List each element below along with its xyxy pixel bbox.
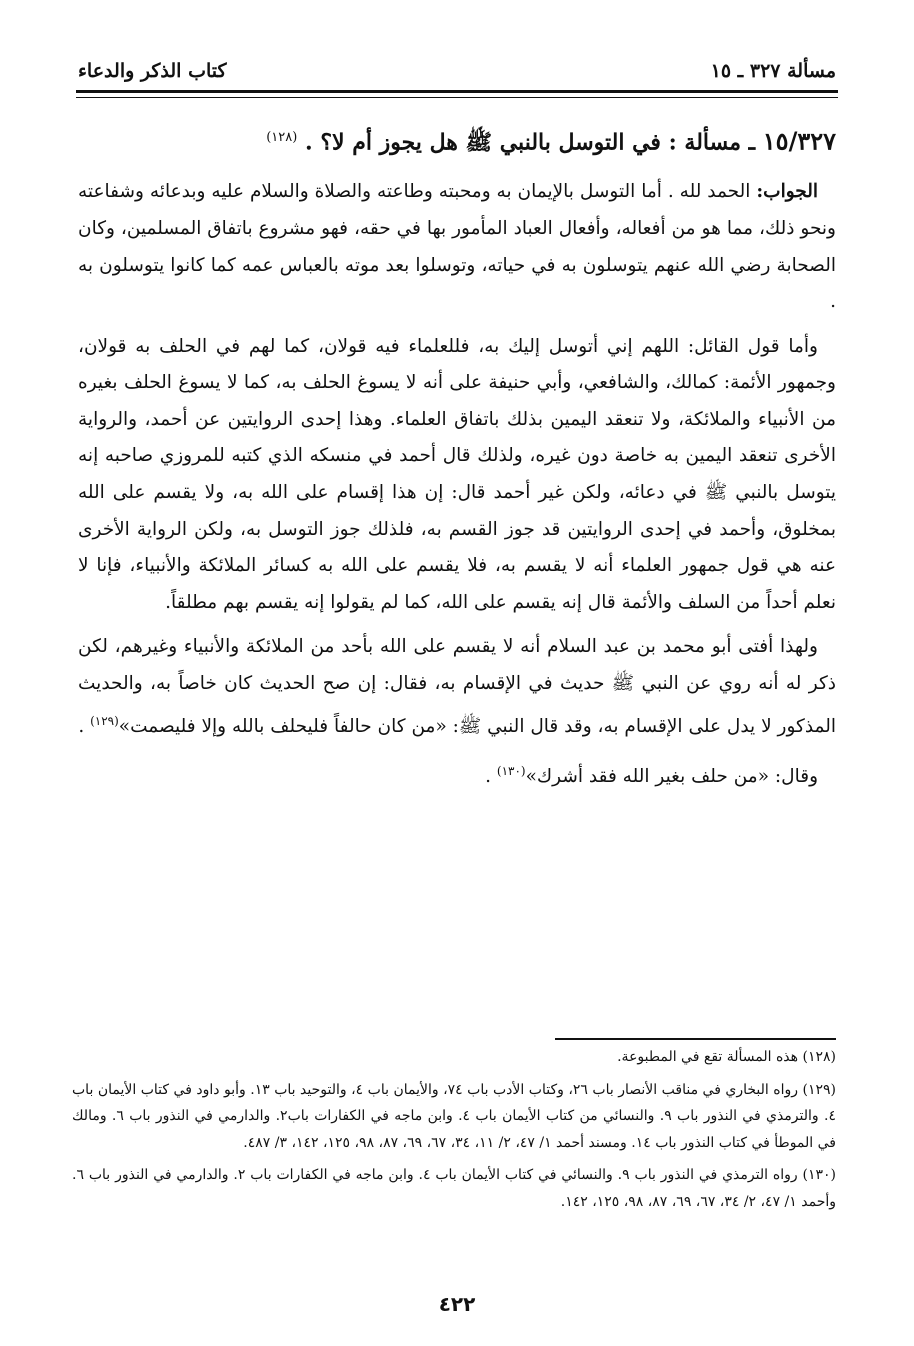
paragraph-text: ولهذا أفتى أبو محمد بن عبد السلام أنه لا يقسم على الله بأحد من الملائكة والأنبياء وغيرهم، لكن ذكر له أنه روي عن النبي ﷺ حديث في الإقسام به، فقال: إن صح الحديث كان خاصاً به، والحديث المذكور لا يدل على الإقسام به، وقد قال النبي ﷺ: «من كان حالفاً فليحلف بالله وإلا فليصمت» (78, 636, 836, 737)
footnote: (١٣٠) رواه الترمذي في النذور باب ٩. والنسائي في كتاب الأيمان باب ٤. وابن ماجه في الكفارات باب ٢. والدارمي في النذور باب ٦. وأحمد ١/ ٤٧، ٢/ ٣٤، ٦٧، ٦٩، ٨٧، ٩٨، ١٢٥، ١٤٢. (72, 1167, 836, 1210)
header-issue-number: مسألة ٣٢٧ ـ ١٥ (710, 60, 836, 82)
paragraph (78, 629, 836, 745)
footnote-ref: (١٢٩) (90, 713, 119, 728)
footnote: (١٢٨) هذه المسألة تقع في المطبوعة. (617, 1049, 836, 1065)
paragraph-answer (78, 174, 836, 320)
footnotes (72, 1044, 836, 1221)
paragraph-text: الحمد لله . أما التوسل بالإيمان به ومحبته وطاعته والصلاة والسلام عليه وبدعائه وشفاعته ونحو ذلك، مما هو من أفعاله، وأفعال العباد المأمور بها في حقه، فهو مشروع باتفاق المسلمين، وكان الصحابة رضي الله عنهم يتوسلون به في حياته، وتوسلوا بعد موته بالعباس عمه كما كانوا يتوسلون به . (78, 181, 836, 313)
paragraph-tail: . (78, 715, 91, 737)
main-text (78, 120, 836, 804)
paragraph-text: وقال: «من حلف بغير الله فقد أشرك» (525, 766, 818, 788)
footnote-ref: (١٢٨) (266, 130, 298, 145)
header-rule-thin (76, 97, 838, 98)
answer-lead: الجواب: (756, 181, 818, 203)
header-rule-thick (76, 90, 838, 93)
paragraph-tail: . (485, 766, 497, 788)
page-number: ٤٢٢ (438, 1292, 476, 1316)
header-book-title: كتاب الذكر والدعاء (78, 60, 227, 82)
issue-number: ١٥/٣٢٧ (762, 126, 836, 156)
paragraph-text: وأما قول القائل: اللهم إني أتوسل إليك به، فللعلماء فيه قولان، كما لهم في الحلف به قولان، وجمهور الأئمة: كمالك، والشافعي، وأبي حنيفة على أنه لا يسوغ الحلف به، كما لا يسوغ الحلف بغيره من الأنبياء والملائكة، ولا تنعقد اليمين بذلك باتفاق العلماء. وهذا إحدى الروايتين عن أحمد، والرواية الأخرى تنعقد اليمين به خاصة دون غيره، ولذلك قال أحمد في منسكه الذي كتبه للمروزي صاحبه إنه يتوسل بالنبي ﷺ في دعائه، ولكن غير أحمد قال: إن هذا إقسام على الله به، ولا يقسم على الله بمخلوق، وأحمد في إحدى الروايتين قد جوز القسم به، فلذلك جوز التوسل به، ولكن الرواية الأخرى عنه هي قول جمهور العلماء أنه لا يقسم به، فلا يقسم على الله به كسائر الملائكة والأنبياء، فإنا لا نعلم أحداً من السلف والأئمة قال إنه يقسم على الله، كما لم يقولوا إنه يقسم بهم مطلقاً. (78, 335, 836, 613)
running-header (78, 56, 836, 86)
issue-title-text: ـ مسألة : في التوسل بالنبي ﷺ هل يجوز أم لا؟ . (305, 129, 763, 156)
footnote: (١٢٩) رواه البخاري في مناقب الأنصار باب ٢٦، وكتاب الأدب باب ٧٤، والأيمان باب ٤، والتوحيد باب ١٣. وأبو داود في كتاب الأيمان باب ٤. والترمذي في النذور باب ٩. والنسائي من كتاب الأيمان باب ٤. وابن ماجه في الكفارات باب٢. والدارمي في النذور باب ٦. ومالك في الموطأ في كتاب النذور باب ١٤. ومسند أحمد ١/ ٤٧، ٢/ ١١، ٣٤، ٦٧، ٦٩، ٨٧، ٩٨، ١٢٥، ١٤٢، ٣/ ٤٨٧. (72, 1081, 836, 1151)
paragraph (78, 329, 836, 622)
issue-title (78, 120, 836, 160)
footnote-ref: (١٣٠) (496, 764, 526, 779)
footnote-separator (555, 1038, 836, 1040)
paragraph (78, 753, 836, 796)
